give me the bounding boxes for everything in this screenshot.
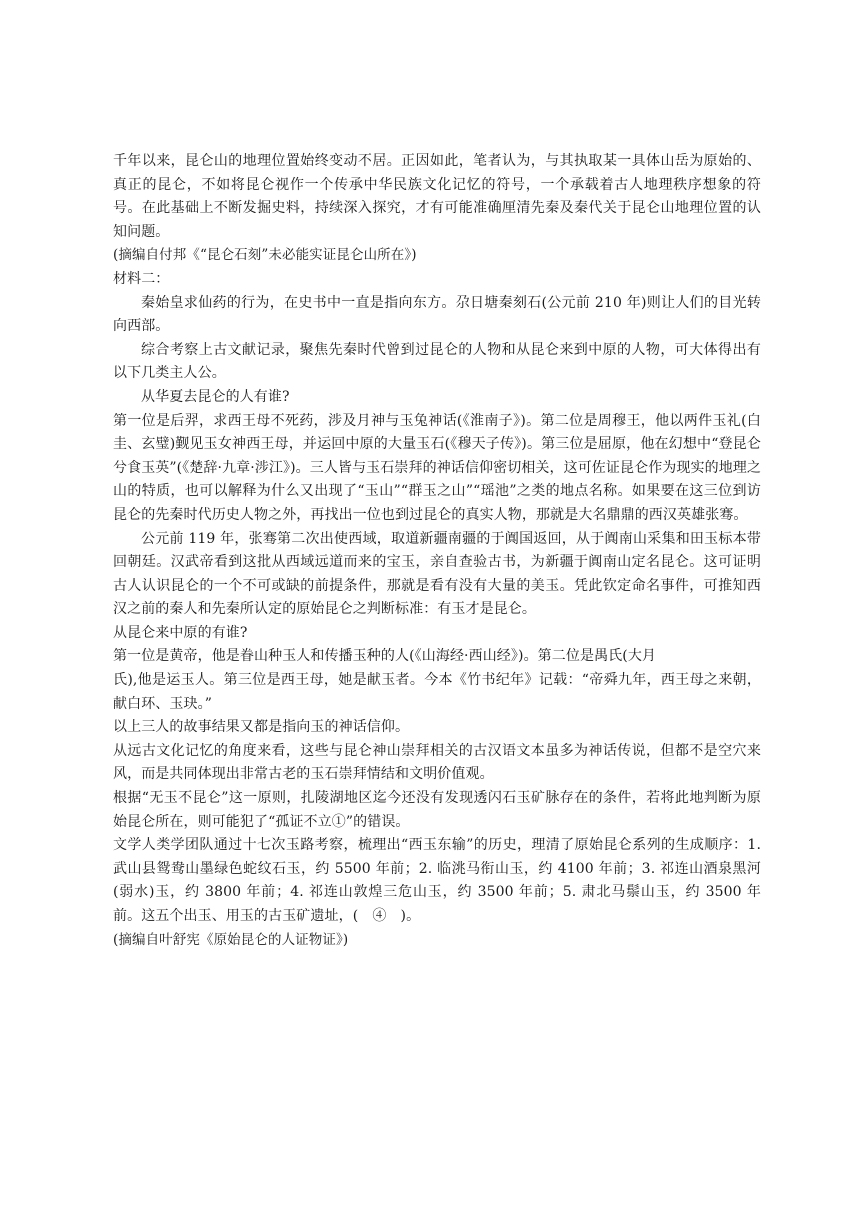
question-to-kunlun: 从华夏去昆仑的人有谁?: [141, 388, 290, 405]
source-citation-1: (摘编自付邦《“昆仑石刻”未必能实证昆仑山所在》): [113, 247, 417, 264]
paragraph-summary: 以上三人的故事结果又都是指向玉的神话信仰。: [113, 719, 410, 736]
paragraph-qin-shihuang: 秦始皇求仙药的行为，在史书中一直是指向东方。尕日塘秦刻石(公元前 210 年)则让人们的目光转向西部。: [113, 294, 761, 335]
paragraph-intro: 千年以来，昆仑山的地理位置始终变动不居。正因如此，笔者认为，与其执取某一具体山岳为原始的、真正的昆仑，不如将昆仑视作一个传承中华民族文化记忆的符号，一个承载着古人地理秩序想象的符号。在此基础上不断发掘史料，持续深入探究，才有可能准确厘清先秦及秦代关于昆仑山地理位置的认知问题。: [113, 153, 761, 240]
paragraph-principle: 根据“无玉不昆仑”这一原则，扎陵湖地区迄今还没有发现透闪石玉矿脉存在的条件，若将此地判断为原始昆仑所在，则可能犯了“孤证不立①”的错误。: [113, 790, 761, 830]
source-citation-2: (摘编自叶舒宪《原始昆仑的人证物证》): [113, 931, 349, 948]
paragraph-zhang-qian: 公元前 119 年，张骞第二次出使西域，取道新疆南疆的于阗国返回，从于阗南山采集和田玉标本带回朝廷。汉武帝看到这批从西域远道而来的宝玉，亲自查验古书，为新疆于阗南山定名昆仑。这可证明古人认识昆仑的一个不可或缺的前提条件，那就是看有没有大量的美玉。凭此钦定命名事件，可推知西汉之前的秦人和先秦所认定的原始昆仑之判断标准：有玉才是昆仑。: [113, 530, 761, 618]
paragraph-overview: 综合考察上古文献记录，聚焦先秦时代曾到过昆仑的人物和从昆仑来到中原的人物，可大体得出有以下几类主人公。: [113, 341, 761, 382]
paragraph-jade-road: 文学人类学团队通过十七次玉路考察，梳理出“西玉东输”的历史，理清了原始昆仑系列的生成顺序：1. 武山县鸳鸯山墨绿色蛇纹石玉，约 5500 年前；2. 临洮马衔山玉，约 4100 年前；3. 祁连山酒泉黑河(弱水)玉，约 3800 年前；4. 祁连山敦煌三危山玉，约 3500 年前；5. 肃北马鬃山玉，约 3500 年前。这五个出玉、用玉的古玉矿遗址，( ④ )。: [113, 837, 761, 924]
paragraph-huangdi: 第一位是黄帝，他是眷山种玉人和传播玉种的人(《山海经·西山经》)。第二位是禺氏(大月: [113, 648, 657, 665]
question-from-kunlun: 从昆仑来中原的有谁?: [113, 624, 248, 641]
paragraph-three-visitors: 第一位是后羿，求西王母不死药，涉及月神与玉兔神话(《淮南子》)。第二位是周穆王，他以两件玉礼(白圭、玄璧)觐见玉女神西王母，并运回中原的大量玉石(《穆天子传》)。第三位是屈原，他在幻想中“登昆仑兮食玉英”(《楚辞·九章·涉江》)。三人皆与玉石崇拜的神话信仰密切相关，这可佐证昆仑作为现实的地理之山的特质，也可以解释为什么又出现了“玉山”“群玉之山”“瑶池”之类的地点名称。如果要在这三位到访昆仑的先秦时代历史人物之外，再找出一位也到过昆仑的真实人物，那就是大名鼎鼎的西汉英雄张骞。: [113, 412, 761, 523]
paragraph-yuzhi: 氏),他是运玉人。第三位是西王母，她是献玉者。今本《竹书纪年》记载：“帝舜九年，西王母之来朝，献白环、玉玦。”: [113, 672, 761, 712]
article-body: [113, 150, 761, 952]
paragraph-cultural-memory: 从远古文化记忆的角度来看，这些与昆仑神山崇拜相关的古汉语文本虽多为神话传说，但都不是空穴来风，而是共同体现出非常古老的玉石崇拜情结和文明价值观。: [113, 742, 761, 783]
section-heading-material-2: 材料二：: [113, 270, 170, 287]
